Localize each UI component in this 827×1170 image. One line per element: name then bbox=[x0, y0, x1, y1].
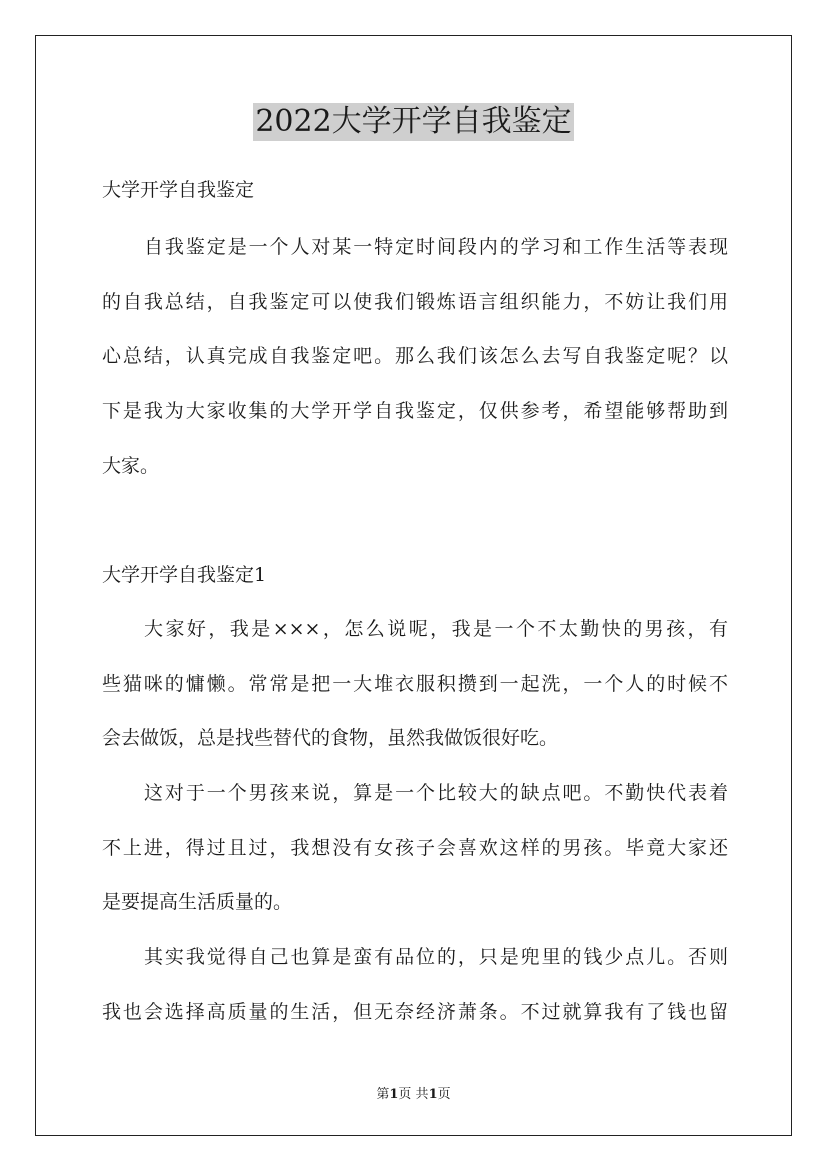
para-line: 是要提高生活质量的。 bbox=[102, 891, 293, 913]
para-line: 其实我觉得自己也算是蛮有品位的，只是兜里的钱少点儿。否则 bbox=[144, 946, 728, 968]
para-line: 会去做饭，总是找些替代的食物，虽然我做饭很好吃。 bbox=[102, 727, 559, 749]
footer-prefix: 第 bbox=[376, 1087, 390, 1102]
document-title: 2022大学开学自我鉴定 bbox=[255, 104, 572, 139]
footer-suffix: 页 bbox=[437, 1087, 451, 1102]
title-wrap bbox=[0, 103, 827, 141]
para-line: 些猫咪的慵懒。常常是把一大堆衣服积攒到一起洗，一个人的时候不 bbox=[102, 673, 728, 695]
para-line: 不上进，得过且过，我想没有女孩子会喜欢这样的男孩。毕竟大家还 bbox=[102, 837, 728, 859]
para-line: 这对于一个男孩来说，算是一个比较大的缺点吧。不勤快代表着 bbox=[144, 782, 728, 804]
intro-line: 大家。 bbox=[102, 455, 160, 477]
intro-line: 心总结，认真完成自我鉴定吧。那么我们该怎么去写自我鉴定呢？以 bbox=[102, 345, 728, 367]
footer-total-pages: 1 bbox=[428, 1087, 438, 1102]
section-heading: 大学开学自我鉴定1 bbox=[102, 564, 267, 586]
page-footer bbox=[0, 1083, 827, 1102]
footer-page-number: 1 bbox=[389, 1087, 399, 1102]
document-subtitle: 大学开学自我鉴定 bbox=[102, 179, 255, 201]
para-line: 大家好，我是×××，怎么说呢，我是一个不太勤快的男孩，有 bbox=[144, 618, 728, 640]
intro-line: 下是我为大家收集的大学开学自我鉴定，仅供参考，希望能够帮助到 bbox=[102, 400, 728, 422]
para-line: 我也会选择高质量的生活，但无奈经济萧条。不过就算我有了钱也留 bbox=[102, 1001, 728, 1023]
footer-mid: 页 共 bbox=[398, 1087, 429, 1102]
intro-line: 的自我总结，自我鉴定可以使我们锻炼语言组织能力，不妨让我们用 bbox=[102, 291, 728, 313]
intro-line: 自我鉴定是一个人对某一特定时间段内的学习和工作生活等表现 bbox=[144, 236, 728, 258]
